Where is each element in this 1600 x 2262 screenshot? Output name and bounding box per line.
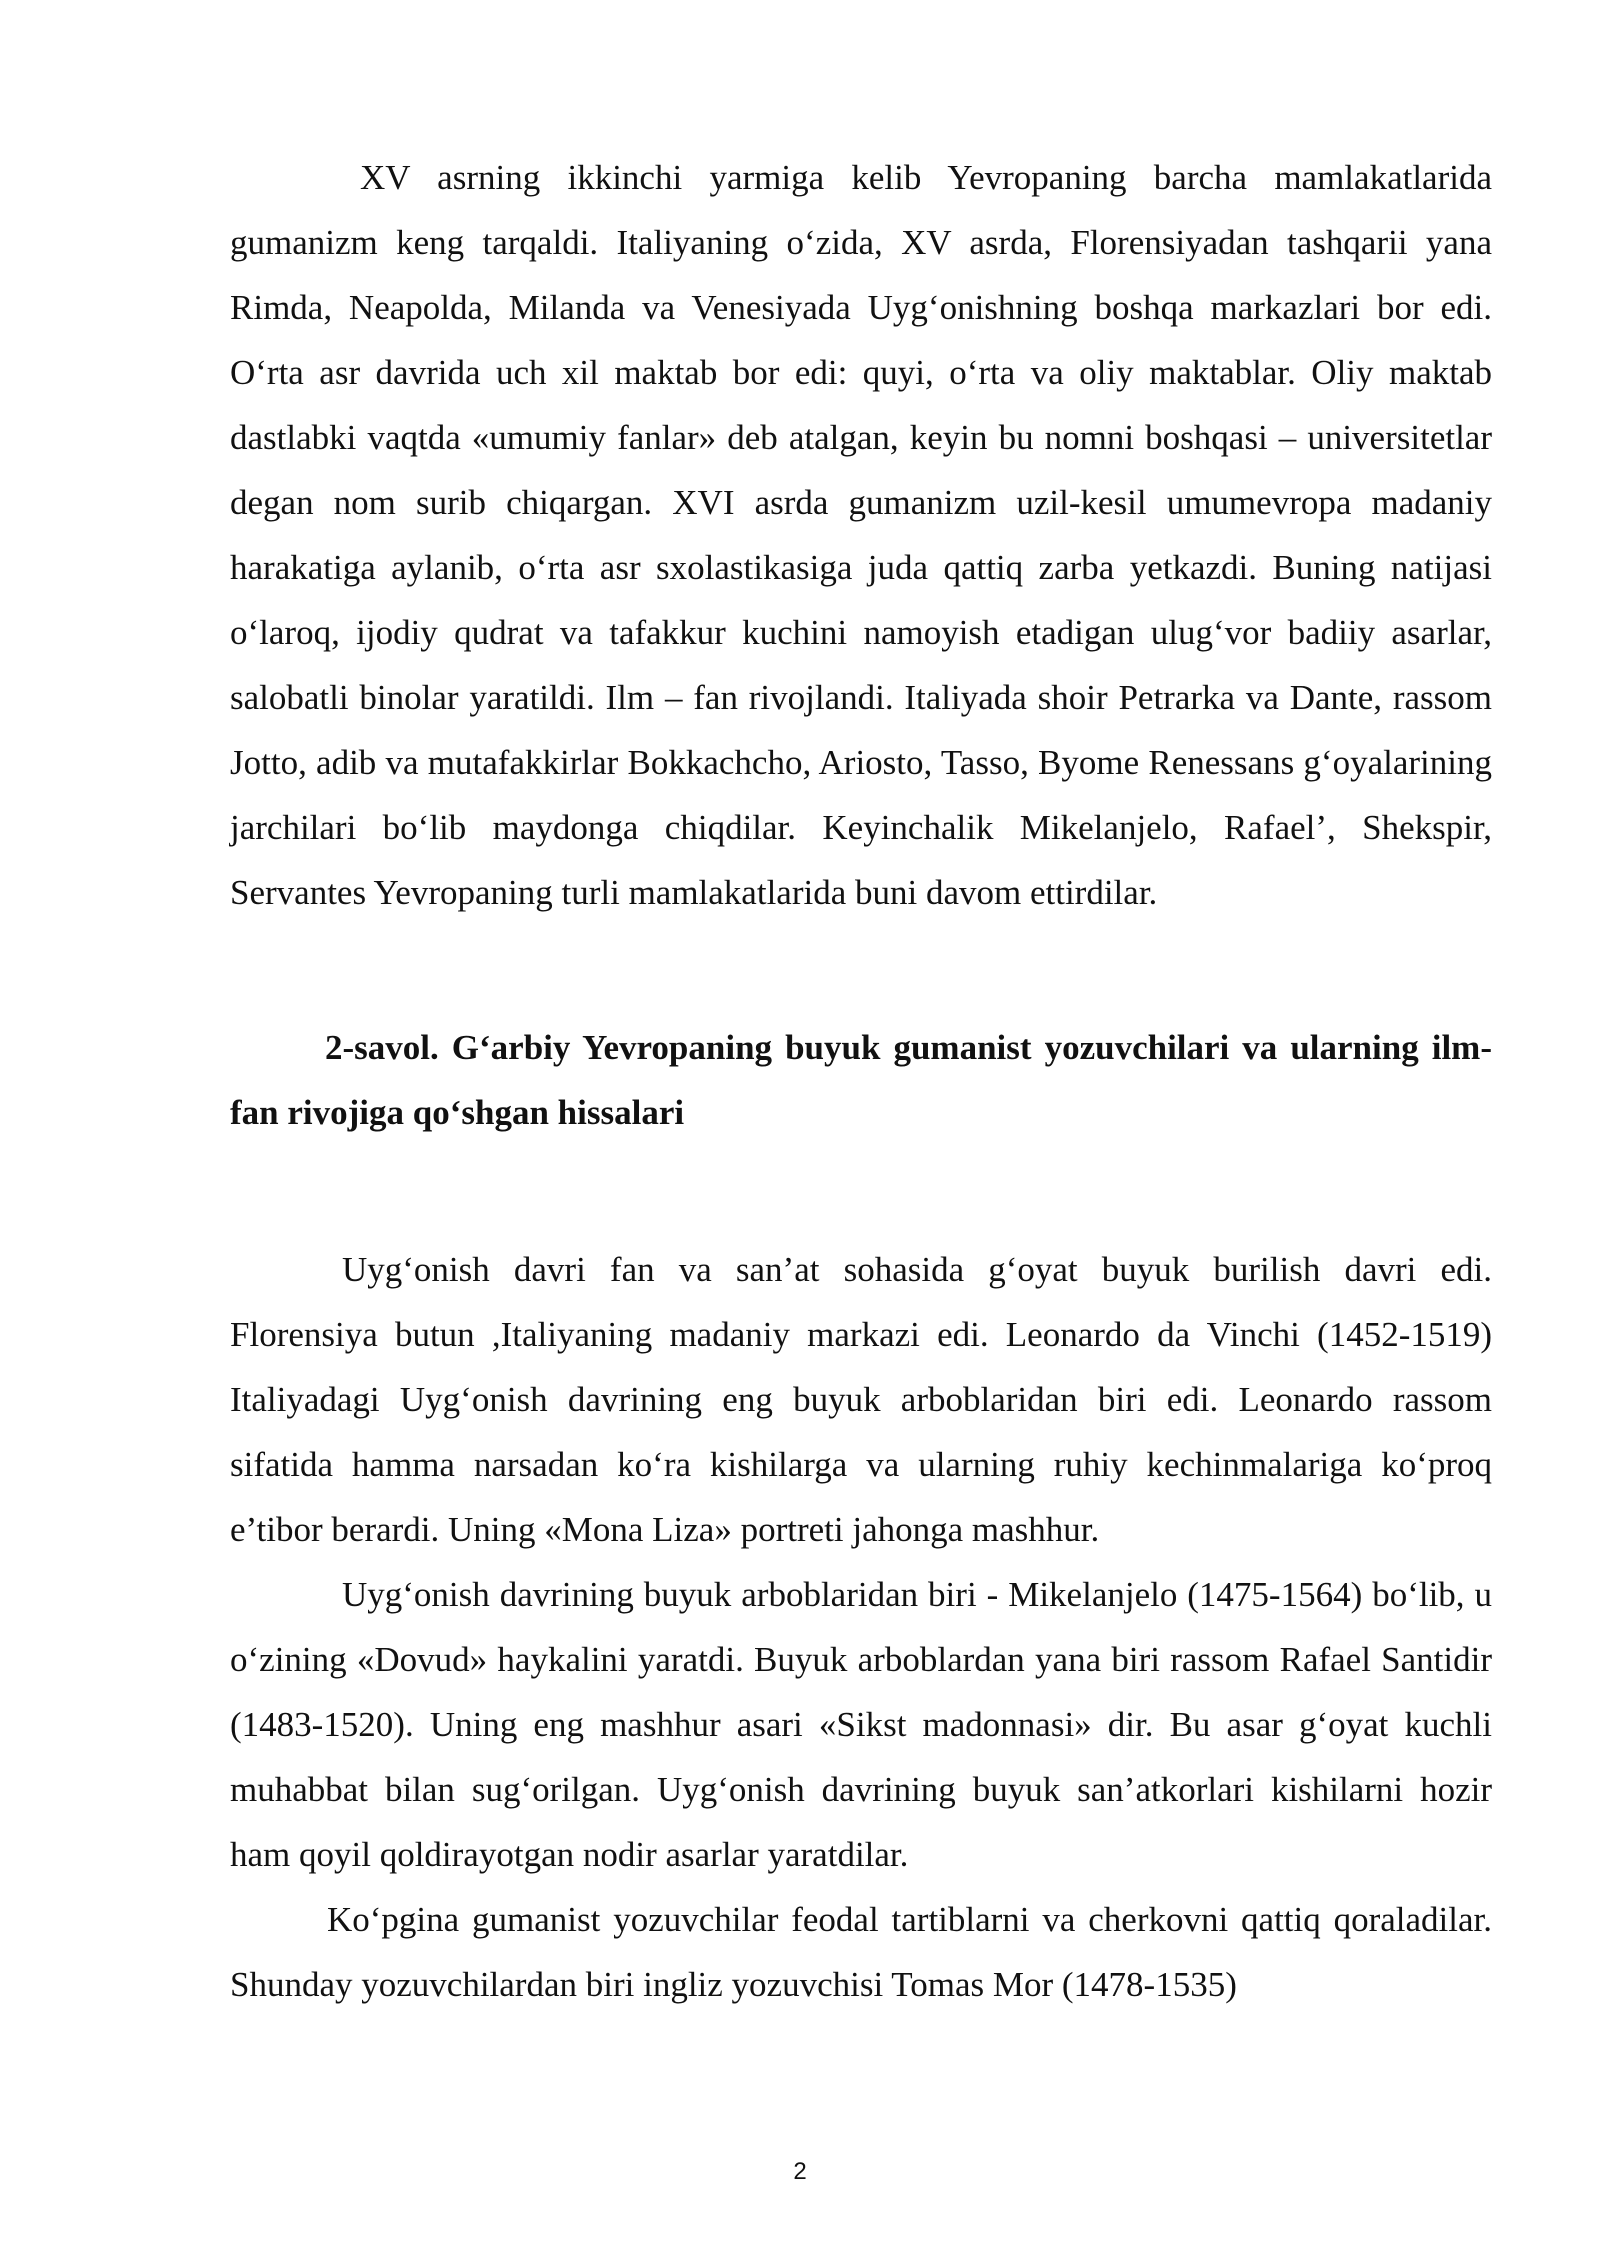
page-number: 2: [793, 2158, 807, 2185]
paragraph-renaissance-art: Uyg‘onish davri fan va san’at sohasida g‘oyat buyuk burilish davri edi. Florensiya butun ,Italiyaning madaniy markazi edi. Leonardo da Vinchi (1452-1519) Italiyadagi Uyg‘onish davrining eng buyuk arboblaridan biri edi. Leonardo rassom sifatida hamma narsadan ko‘ra kishilarga va ularning ruhiy kechinmalariga ko‘proq e’tibor berardi. Uning «Mona Liza» portreti jahonga mashhur.: [230, 1250, 1492, 1549]
paragraph-humanism-spread: XV asrning ikkinchi yarmiga kelib Yevropaning barcha mamlakatlarida gumanizm keng tarqaldi. Italiyaning o‘zida, XV asrda, Florensiyadan tashqarii yana Rimda, Neapolda, Milanda va Venesiyada Uyg‘onishning boshqa markazlari bor edi. O‘rta asr davrida uch xil maktab bor edi: quyi, o‘rta va oliy maktablar. Oliy maktab dastlabki vaqtda «umumiy fanlar» deb atalgan, keyin bu nomni boshqasi – universitetlar degan nom surib chiqargan. XVI asrda gumanizm uzil-kesil umumevropa madaniy harakatiga aylanib, o‘rta asr sxolastikasiga juda qattiq zarba yetkazdi. Buning natijasi o‘laroq, ijodiy qudrat va tafakkur kuchini namoyish etadigan ulug‘vor badiiy asarlar, salobatli binolar yaratildi. Ilm – fan rivojlandi. Italiyada shoir Petrarka va Dante, rassom Jotto, adib va mutafakkirlar Bokkachcho, Ariosto, Tasso, Byome Renessans g‘oyalarining jarchilari bo‘lib maydonga chiqdilar. Keyinchalik Mikelanjelo, Rafael’, Shekspir, Servantes Yevropaning turli mamlakatlarida buni davom ettirdilar.: [230, 158, 1492, 912]
paragraph-michelangelo-raphael: Uyg‘onish davrining buyuk arboblaridan biri - Mikelanjelo (1475-1564) bo‘lib, u o‘zining «Dovud» haykalini yaratdi. Buyuk arboblardan yana biri rassom Rafael Santidir (1483-1520). Uning eng mashhur asari «Sikst madonnasi» dir. Bu asar g‘oyat kuchli muhabbat bilan sug‘orilgan. Uyg‘onish davrining buyuk san’atkorlari kishilarni hozir ham qoyil qoldirayotgan nodir asarlar yaratdilar.: [230, 1575, 1492, 1874]
page-body: [230, 145, 1492, 2017]
section-heading: 2-savol. G‘arbiy Yevropaning buyuk gumanist yozuvchilari va ularning ilm-fan rivojiga qo‘shgan hissalari: [230, 1028, 1492, 1132]
paragraph-humanist-writers: Ko‘pgina gumanist yozuvchilar feodal tartiblarni va cherkovni qattiq qoraladilar. Shunday yozuvchilardan biri ingliz yozuvchisi Tomas Mor (1478-1535): [230, 1900, 1492, 2004]
